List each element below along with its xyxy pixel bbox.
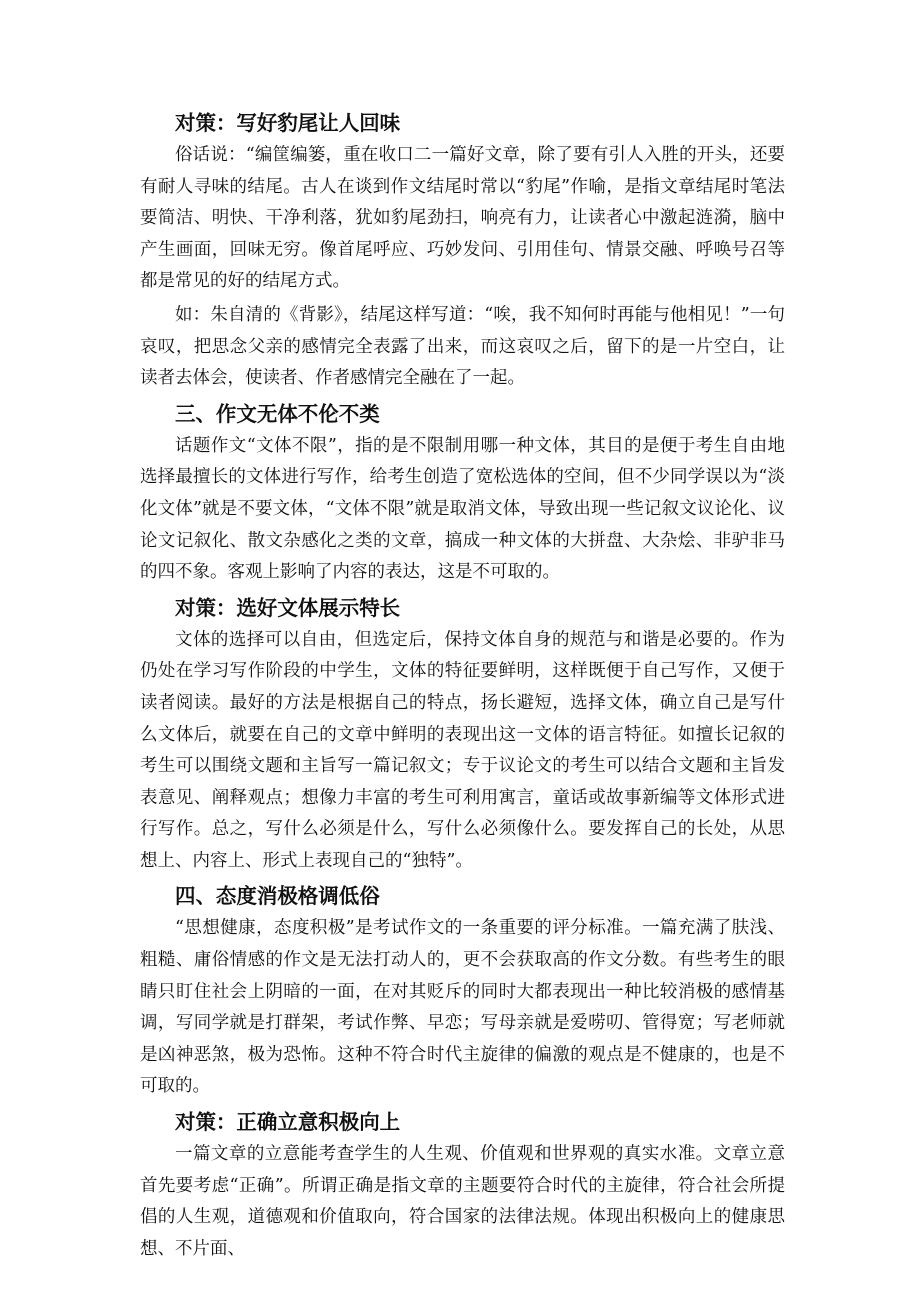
paragraph-genre-strategy: 文体的选择可以自由，但选定后，保持文体自身的规范与和谐是必要的。作为仍处在学习写作阶段的中学生，文体的特征要鲜明，这样既便于自己写作，又便于读者阅读。最好的方法是根据自己的特点，扬长避短，选择文体，确立自己是写什么文体后，就要在自己的文章中鲜明的表现出这一文体的语言特征。如擅长记叙的考生可以围绕文题和主旨写一篇记叙文；专于议论文的考生可以结合文题和主旨发表意见、阐释观点；想像力丰富的考生可利用寓言，童话或故事新编等文体形式进行写作。总之，写什么必须是什么，写什么必须像什么。要发挥自己的长处，从思想上、内容上、形式上表现自己的“独特”。: [140, 629, 785, 871]
section-heading-genre: 三、作文无体不伦不类: [175, 401, 380, 426]
section-heading-panther-tail: 对策：写好豹尾让人回味: [175, 111, 401, 135]
section-heading-genre-strategy: 对策：选好文体展示特长: [175, 595, 401, 620]
section-heading-attitude-strategy: 对策：正确立意积极向上: [175, 1110, 401, 1135]
paragraph-ending-advice: 俗话说：“编筐编篓，重在收口二一篇好文章，除了要有引人入胜的开头，还要有耐人寻味的结尾。古人在谈到作文结尾时常以“豹尾”作喻，是指文章结尾时笔法要简洁、明快、干净利落，犹如豹尾劲扫，响亮有力，让读者心中激起涟漪，脑中产生画面，回味无穷。像首尾呼应、巧妙发问、引用佳句、情景交融、呼唤号召等都是常见的好的结尾方式。: [140, 145, 785, 292]
paragraph-example-beiying: 如：朱自清的《背影》，结尾这样写道：“唉，我不知何时再能与他相见！”一句哀叹，把思念父亲的感情完全表露了出来，而这哀叹之后，留下的是一片空白，让读者去体会，使读者、作者感情完全融在了一起。: [140, 304, 785, 389]
section-heading-attitude: 四、态度消极格调低俗: [175, 884, 380, 909]
paragraph-attitude-problem: “思想健康，态度积极”是考试作文的一条重要的评分标准。一篇充满了肤浅、粗糙、庸俗情感的作文是无法打动人的，更不会获取高的作文分数。有些考生的眼睛只盯住社会上阴暗的一面，在对其贬斥的同时大都表现出一种比较消极的感情基调，写同学就是打群架，考试作弊、早恋；写母亲就是爱唠叨、管得宽；写老师就是凶神恶煞，极为恐怖。这种不符合时代主旋律的偏激的观点是不健康的，也是不可取的。: [140, 918, 785, 1097]
paragraph-attitude-strategy: 一篇文章的立意能考查学生的人生观、价值观和世界观的真实水准。文章立意首先要考虑“正确”。所谓正确是指文章的主题要符合时代的主旋律，符合社会所提倡的人生观，道德观和价值取向，符合国家的法律法规。体现出积极向上的健康思想、不片面、: [140, 1144, 785, 1259]
document-page: [140, 106, 785, 1265]
paragraph-genre-problem: 话题作文“文体不限”，指的是不限制用哪一种文体，其目的是便于考生自由地选择最擅长的文体进行写作，给考生创造了宽松选体的空间，但不少同学误以为“淡化文体”就是不要文体，“文体不限”就是取消文体，导致出现一些记叙文议论化、议论文记叙化、散文杂感化之类的文章，搞成一种文体的大拼盘、大杂烩、非驴非马的四不象。客观上影响了内容的表达，这是不可取的。: [140, 435, 785, 583]
